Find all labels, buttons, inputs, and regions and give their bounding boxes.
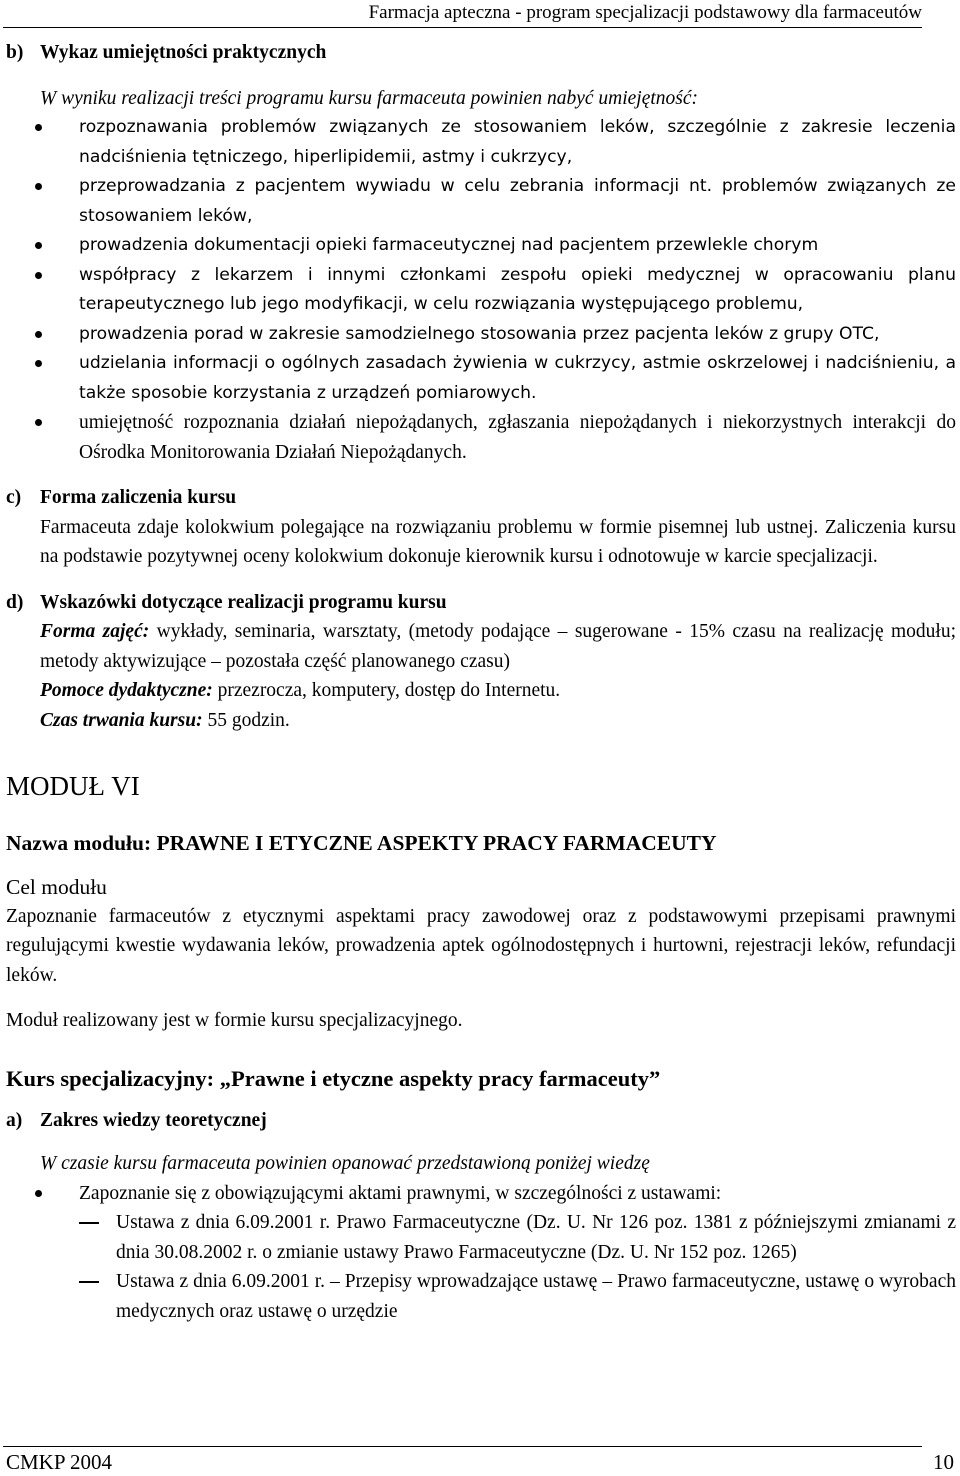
- section-a-heading: [6, 1106, 956, 1136]
- skill-item: prowadzenia dokumentacji opieki farmaceutycznej nad pacjentem przewlekle chorym: [6, 231, 956, 261]
- section-b-title: Wykaz umiejętności praktycznych: [40, 42, 327, 63]
- czas-text: 55 godzin.: [202, 709, 290, 731]
- skill-item: prowadzenia porad w zakresie samodzielnego stosowania przez pacjenta leków z grupy OTC,: [6, 320, 956, 350]
- section-d-letter: d): [6, 591, 24, 613]
- cel-text: Zapoznanie farmaceutów z etycznymi aspektami pracy zawodowej oraz z podstawowymi przepisami prawnymi regulującymi kwestie wydawania leków, prowadzenia aptek ogólnodostępnych i hurtowni, rejestracji leków, refundacji leków.: [6, 905, 956, 986]
- skill-item: udzielania informacji o ogólnych zasadach żywienia w cukrzycy, astmie oskrzelowej i nadciśnieniu, a także sposobie korzystania z urządzeń pomiarowych.: [6, 349, 956, 408]
- acts-list: [6, 1208, 956, 1326]
- kurs-bullet: Zapoznanie się z obowiązującymi aktami prawnymi, w szczególności z ustawami:: [6, 1179, 956, 1209]
- footer-label: CMKP 2004: [6, 1450, 112, 1474]
- document-body: [6, 38, 956, 1326]
- skill-item: współpracy z lekarzem i innymi członkami zespołu opieki medycznej w opracowaniu planu terapeutycznego lub jego modyfikacji, w celu rozwiązania występującego problemu,: [6, 261, 956, 320]
- section-d-title: Wskazówki dotyczące realizacji programu kursu: [40, 591, 447, 613]
- kurs-list: [6, 1179, 956, 1209]
- footer-divider: [3, 1446, 922, 1447]
- act-item: Ustawa z dnia 6.09.2001 r. – Przepisy wprowadzające ustawę – Prawo farmaceutyczne, ustawę o wyrobach medycznych oraz ustawę o urzędzie: [6, 1267, 956, 1326]
- section-a-letter: a): [6, 1109, 23, 1131]
- pomoce-text: przezrocza, komputery, dostęp do Internetu.: [212, 680, 561, 701]
- skills-list: [6, 113, 956, 467]
- section-b-heading: [6, 38, 956, 68]
- section-c-text: Farmaceuta zdaje kolokwium polegające na rozwiązaniu problemu w formie pisemnej lub ustnej. Zaliczenia kursu na podstawie pozytywnej oceny kolokwium dokonuje kierownik kursu i odnotowuje w karcie specjalizacji.: [40, 516, 956, 567]
- act-item: Ustawa z dnia 6.09.2001 r. Prawo Farmaceutyczne (Dz. U. Nr 126 poz. 1381 z późniejszymi zmianami z dnia 30.08.2002 r. o zmianie ustawy Prawo Farmaceutyczne (Dz. U. Nr 152 poz. 1265): [6, 1208, 956, 1267]
- modul-title: MODUŁ VI: [6, 771, 140, 801]
- czas-trwania: [6, 706, 956, 736]
- modul-name: Nazwa modułu: PRAWNE I ETYCZNE ASPEKTY PRACY FARMACEUTY: [6, 831, 717, 855]
- section-c-heading: [6, 483, 956, 513]
- forma-text: wykłady, seminaria, warsztaty, (metody podające – sugerowane - 15% czasu na realizację modułu; metody aktywizujące – pozostała część planowanego czasu): [40, 621, 956, 672]
- cel-title: Cel modułu: [6, 874, 107, 899]
- pomoce-label: Pomoce dydaktyczne:: [40, 680, 213, 701]
- page-header: Farmacja apteczna - program specjalizacji podstawowy dla farmaceutów: [368, 2, 922, 23]
- section-a-title: Zakres wiedzy teoretycznej: [40, 1109, 267, 1131]
- kurs-title: Kurs specjalizacyjny: „Prawne i etyczne aspekty pracy farmaceuty”: [6, 1065, 661, 1091]
- header-divider: [3, 27, 922, 28]
- page-number: 10: [933, 1450, 954, 1474]
- czas-label: Czas trwania kursu:: [40, 709, 203, 731]
- section-b-intro: W wyniku realizacji treści programu kursu farmaceuta powinien nabyć umiejętność:: [40, 87, 699, 109]
- modul-forma: Moduł realizowany jest w formie kursu specjalizacyjnego.: [6, 1010, 463, 1031]
- section-b-letter: b): [6, 42, 24, 63]
- kurs-intro: W czasie kursu farmaceuta powinien opanować przedstawioną poniżej wiedzę: [40, 1153, 650, 1174]
- skill-item: rozpoznawania problemów związanych ze stosowaniem leków, szczególnie z zakresie leczenia nadciśnienia tętniczego, hiperlipidemii, astmy i cukrzycy,: [6, 113, 956, 172]
- forma-zajec: [6, 617, 956, 676]
- section-c-letter: c): [6, 487, 22, 508]
- skill-item: umiejętność rozpoznania działań niepożądanych, zgłaszania niepożądanych i niekorzystnych interakcji do Ośrodka Monitorowania Działań Niepożądanych.: [6, 408, 956, 467]
- section-c-title: Forma zaliczenia kursu: [40, 487, 237, 508]
- pomoce: [6, 676, 956, 706]
- skill-item: przeprowadzania z pacjentem wywiadu w celu zebrania informacji nt. problemów związanych ze stosowaniem leków,: [6, 172, 956, 231]
- forma-label: Forma zajęć:: [40, 621, 150, 642]
- section-d-heading: [6, 588, 956, 618]
